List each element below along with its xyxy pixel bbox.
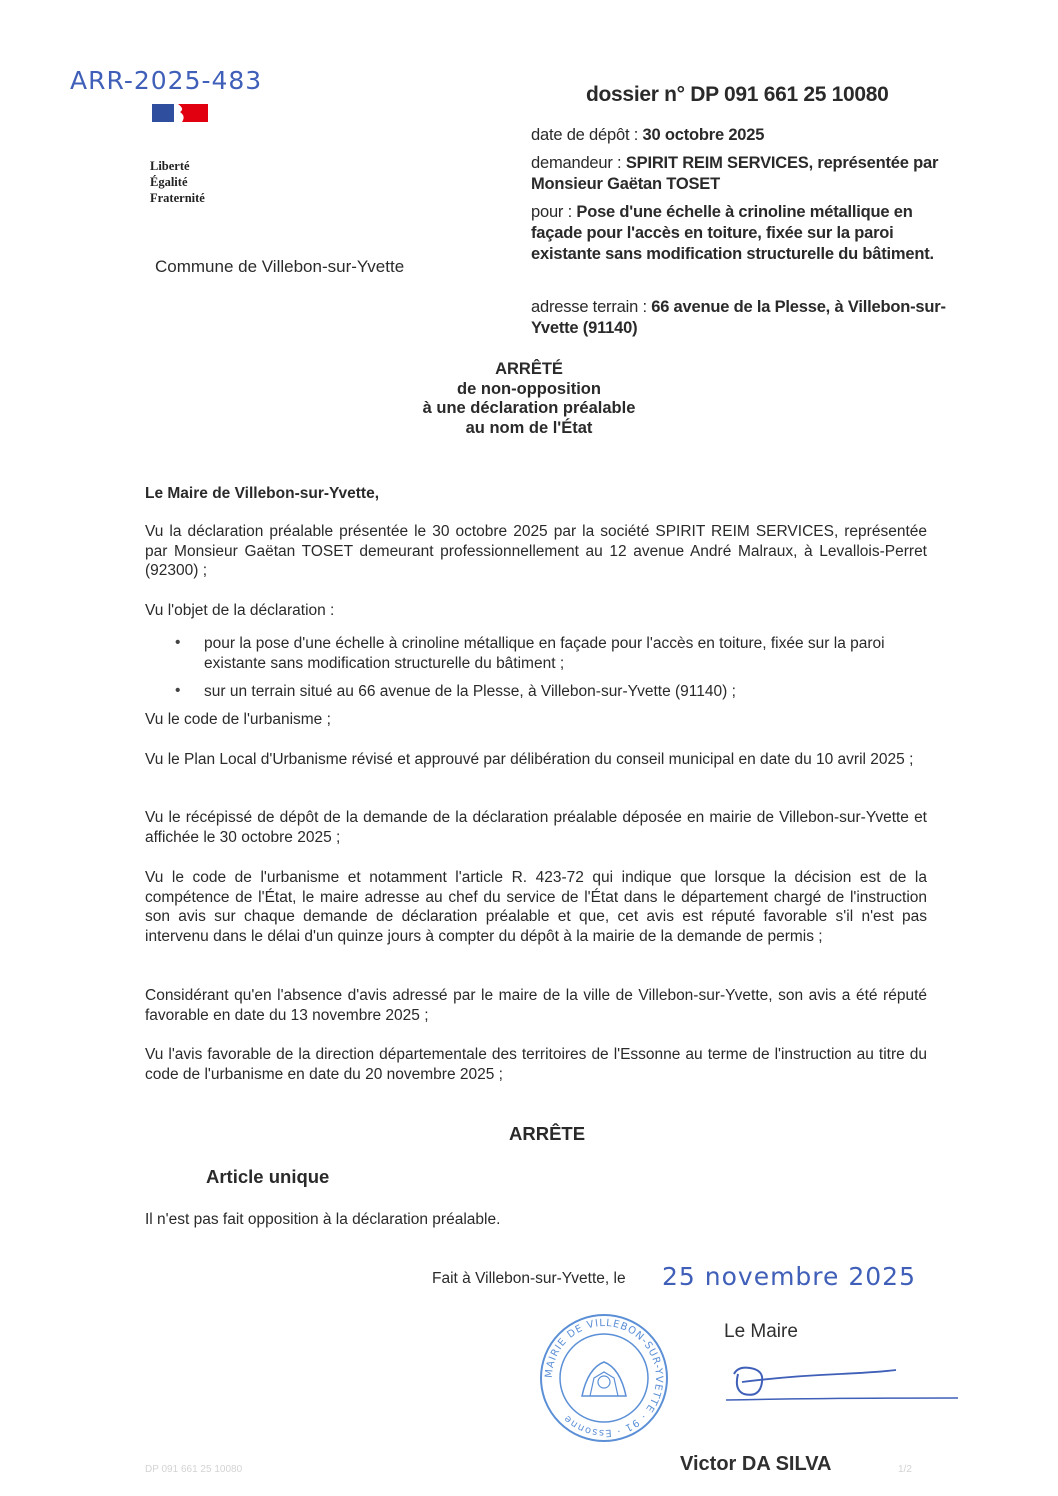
info-demandeur [531,153,951,195]
handwritten-date: 25 novembre 2025 [662,1262,916,1291]
vu-article: Vu le code de l'urbanisme et notamment l'article R. 423-72 qui indique que lorsque la décision est de la compétence de l'État, le maire adresse au chef du service de l'État dans le département chargé de l'instruction son avis sur chaque demande de déclaration préalable et que, cet avis est réputé favorable s'il n'est pas intervenu dans le délai d'un quinze jours à compter du dépôt à la mairie de la demande de permis ; [145,869,927,945]
fait-a: Fait à Villebon-sur-Yvette, le [432,1270,626,1287]
commune-name: Commune de Villebon-sur-Yvette [155,257,405,276]
vu-objet: Vu l'objet de la déclaration : [145,602,335,619]
decision-text: Il n'est pas fait opposition à la déclaration préalable. [145,1211,501,1228]
motto-fraternite: Fraternité [150,191,205,205]
article-title: Article unique [206,1166,330,1187]
bullet-item: sur un terrain situé au 66 avenue de la Plesse, à Villebon-sur-Yvette (91140) ; [204,683,736,700]
mayor-signature [720,1352,960,1408]
dossier-number: dossier n° DP 091 661 25 10080 [586,83,889,106]
date-value: 30 octobre 2025 [642,126,765,144]
mairie-stamp [538,1312,670,1444]
bullet-icon: • [175,634,181,651]
bullet-item: pour la pose d'une échelle à crinoline métallique en façade pour l'accès en toiture, fixée sur la paroi existante sans modification structurelle du bâtiment ; [204,635,885,672]
vu-plu: Vu le Plan Local d'Urbanisme révisé et approuvé par délibération du conseil municipal en date du 10 avril 2025 ; [145,751,914,768]
demandeur-value: SPIRIT REIM SERVICES, représentée par Monsieur Gaëtan TOSET [531,154,939,193]
adresse-value: 66 avenue de la Plesse, à Villebon-sur-Yvette (91140) [531,298,946,337]
title-line-4: au nom de l'État [465,418,593,437]
considerant: Considérant qu'en l'absence d'avis adressé par le maire de la ville de Villebon-sur-Yvette, son avis a été réputé favorable en date du 13 novembre 2025 ; [145,987,927,1024]
motto-egalite: Égalité [150,175,188,189]
adresse-label: adresse terrain : [531,298,647,316]
bullet-icon: • [175,682,181,699]
motto-liberte: Liberté [150,159,190,173]
signatory-role: Le Maire [724,1321,798,1342]
stamp-text: MAIRIE DE VILLEBON-SUR-YVETTE · 91 · Essonne [543,1317,665,1439]
svg-text:MAIRIE DE VILLEBON-SUR-YVETTE [544,1318,664,1438]
arrete-heading: ARRÊTE [509,1123,586,1144]
title-line-3: à une déclaration préalable [422,399,636,417]
page-number: 1/2 [898,1464,912,1475]
info-date-depot [531,125,951,146]
pour-label: pour : [531,203,572,221]
title-line-1: ARRÊTÉ [495,360,563,378]
vu-recepisse: Vu le récépissé de dépôt de la demande de la déclaration préalable déposée en mairie de Villebon-sur-Yvette et affichée le 30 octobre 2025 ; [145,809,927,846]
vu-declaration: Vu la déclaration préalable présentée le 30 octobre 2025 par la société SPIRIT REIM SERVICES, représentée par Monsieur Gaëtan TOSET demeurant professionnellement au 12 avenue André Malraux, à Levallois-Perret (92300) ; [145,523,927,579]
republic-motto [150,158,205,206]
info-adresse [531,297,951,339]
date-label: date de dépôt : [531,126,639,144]
demandeur-label: demandeur : [531,154,622,172]
info-pour [531,202,951,265]
vu-code: Vu le code de l'urbanisme ; [145,711,331,728]
maire-heading: Le Maire de Villebon-sur-Yvette, [145,485,380,502]
arrete-title [329,360,729,438]
footer-reference: DP 091 661 25 10080 [145,1464,243,1475]
pour-value: Pose d'une échelle à crinoline métallique en façade pour l'accès en toiture, fixée sur la paroi existante sans modification structurelle du bâtiment. [531,203,934,263]
marianne-flag-logo [152,102,208,124]
signatory-name: Victor DA SILVA [680,1453,832,1475]
title-line-2: de non-opposition [457,379,601,398]
handwritten-reference: ARR-2025-483 [70,66,263,95]
vu-avis: Vu l'avis favorable de la direction départementale des territoires de l'Essonne au terme de l'instruction au titre du code de l'urbanisme en date du 20 novembre 2025 ; [145,1046,927,1083]
